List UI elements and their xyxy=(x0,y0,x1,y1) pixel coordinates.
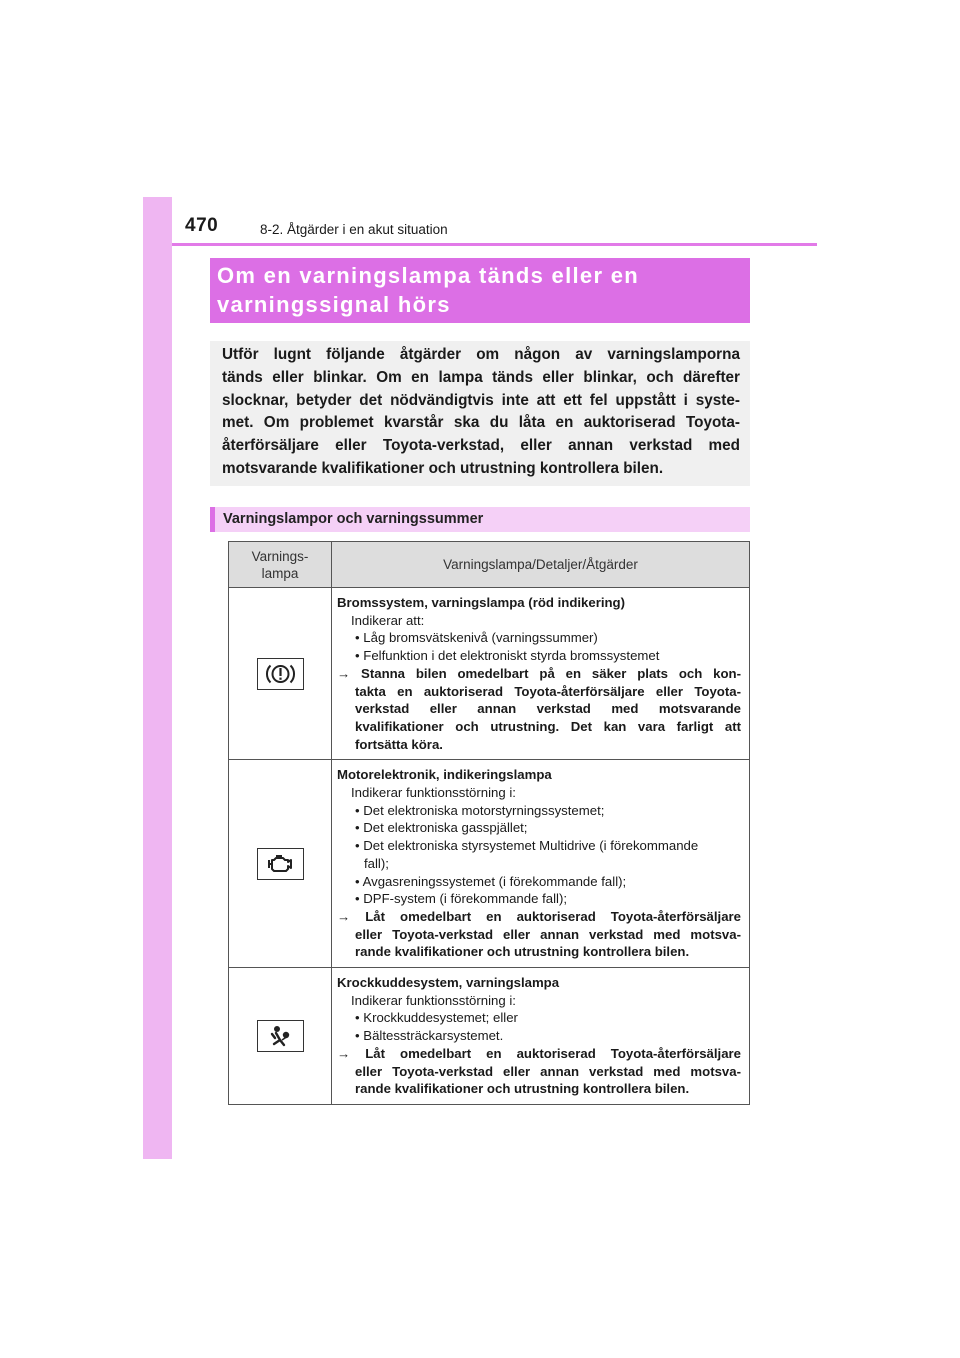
column-header-lamp: Varnings- lampa xyxy=(229,542,332,588)
action-line: → Stanna bilen omedelbart på en säker plats och kon- xyxy=(337,665,741,681)
intro-line-2: tänds eller blinkar. Om en lampa tänds eller blinkar, och därefter xyxy=(222,368,740,386)
column-header-details: Varningslampa/Detaljer/Åtgärder xyxy=(332,542,750,588)
list-item: • Avgasreningssystemet (i förekommande fall); xyxy=(355,873,627,889)
list-item: • Felfunktion i det elektroniskt styrda bromssystemet xyxy=(355,648,660,664)
warning-details xyxy=(332,588,750,760)
action-line: takta en auktoriserad Toyota-återförsäljare eller Toyota- xyxy=(355,683,741,699)
table-row xyxy=(229,588,750,760)
action-line: eller Toyota-verkstad eller annan verkstad med motsva- xyxy=(355,1063,741,1079)
warning-title: Krockkuddesystem, varningslampa xyxy=(337,975,560,991)
action-line: eller Toyota-verkstad eller annan verkstad med motsva- xyxy=(355,926,741,942)
section-title-box xyxy=(210,258,750,323)
list-item-continuation: fall); xyxy=(364,855,389,871)
action-line: verkstad eller annan verkstad med motsvarande xyxy=(355,701,741,717)
table-row xyxy=(229,760,750,968)
list-item: • Det elektroniska gasspjället; xyxy=(355,820,528,836)
action-line: fortsätta köra. xyxy=(355,736,443,752)
warning-intro: Indikerar funktionsstörning i: xyxy=(351,785,516,801)
warning-title: Bromssystem, varningslampa (röd indikering) xyxy=(337,595,626,610)
airbag-icon xyxy=(257,1020,304,1052)
action-line: rande kvalifikationer och utrustning kontrollera bilen. xyxy=(355,944,690,960)
intro-box xyxy=(210,341,750,486)
warning-lamp-table xyxy=(228,541,750,1105)
warning-details xyxy=(332,968,750,1105)
page-number: 470 xyxy=(185,215,219,236)
list-item: • Det elektroniska motorstyrningssystemet; xyxy=(355,802,605,818)
arrow-icon: → xyxy=(337,908,351,924)
brake-warning-icon xyxy=(257,658,304,690)
side-tab-bar xyxy=(143,197,172,1159)
chapter-title: 8-2. Åtgärder i en akut situation xyxy=(260,222,448,237)
action-line: rande kvalifikationer och utrustning kontrollera bilen. xyxy=(355,1081,690,1097)
warning-intro: Indikerar funktionsstörning i: xyxy=(351,992,516,1008)
intro-line-5: återförsäljare eller Toyota-verkstad, eller annan verkstad med xyxy=(222,437,740,455)
list-item: • Krockkuddesystemet; eller xyxy=(355,1010,518,1026)
icon-cell xyxy=(229,760,332,968)
icon-cell xyxy=(229,968,332,1105)
list-item: • DPF-system (i förekommande fall); xyxy=(355,891,567,907)
action-line: → Låt omedelbart en auktoriserad Toyota-återförsäljare xyxy=(337,908,741,924)
list-item: • Låg bromsvätskenivå (varningssummer) xyxy=(355,630,598,646)
table-header-row xyxy=(229,542,750,588)
section-title-line-2: varningssignal hörs xyxy=(217,292,451,317)
arrow-icon: → xyxy=(337,1045,351,1061)
icon-cell xyxy=(229,588,332,760)
header-divider xyxy=(172,243,817,246)
action-line: kvalifikationer och utrustning. Det kan vara farligt att xyxy=(355,718,741,734)
subsection-heading: Varningslampor och varningssummer xyxy=(210,507,750,532)
arrow-icon: → xyxy=(337,665,351,681)
list-item: • Det elektroniska styrsystemet Multidrive (i förekommande xyxy=(355,838,699,854)
action-line: → Låt omedelbart en auktoriserad Toyota-återförsäljare xyxy=(337,1045,741,1061)
warning-intro: Indikerar att: xyxy=(351,612,425,628)
intro-line-1: Utför lugnt följande åtgärder om någon av varningslamporna xyxy=(222,346,740,363)
intro-line-4: met. Om problemet kvarstår ska du låta en auktoriserad Toyota- xyxy=(222,414,740,432)
engine-check-icon xyxy=(257,848,304,880)
intro-line-3: slocknar, betyder det nödvändigtvis inte att ett fel uppstått i syste- xyxy=(222,391,740,409)
section-title-line-1: Om en varningslampa tänds eller en xyxy=(217,263,639,288)
warning-title: Motorelektronik, indikeringslampa xyxy=(337,767,552,783)
list-item: • Bältessträckarsystemet. xyxy=(355,1028,504,1044)
warning-details xyxy=(332,760,750,968)
table-row xyxy=(229,968,750,1105)
intro-line-6: motsvarande kvalifikationer och utrustning kontrollera bilen. xyxy=(222,459,664,477)
